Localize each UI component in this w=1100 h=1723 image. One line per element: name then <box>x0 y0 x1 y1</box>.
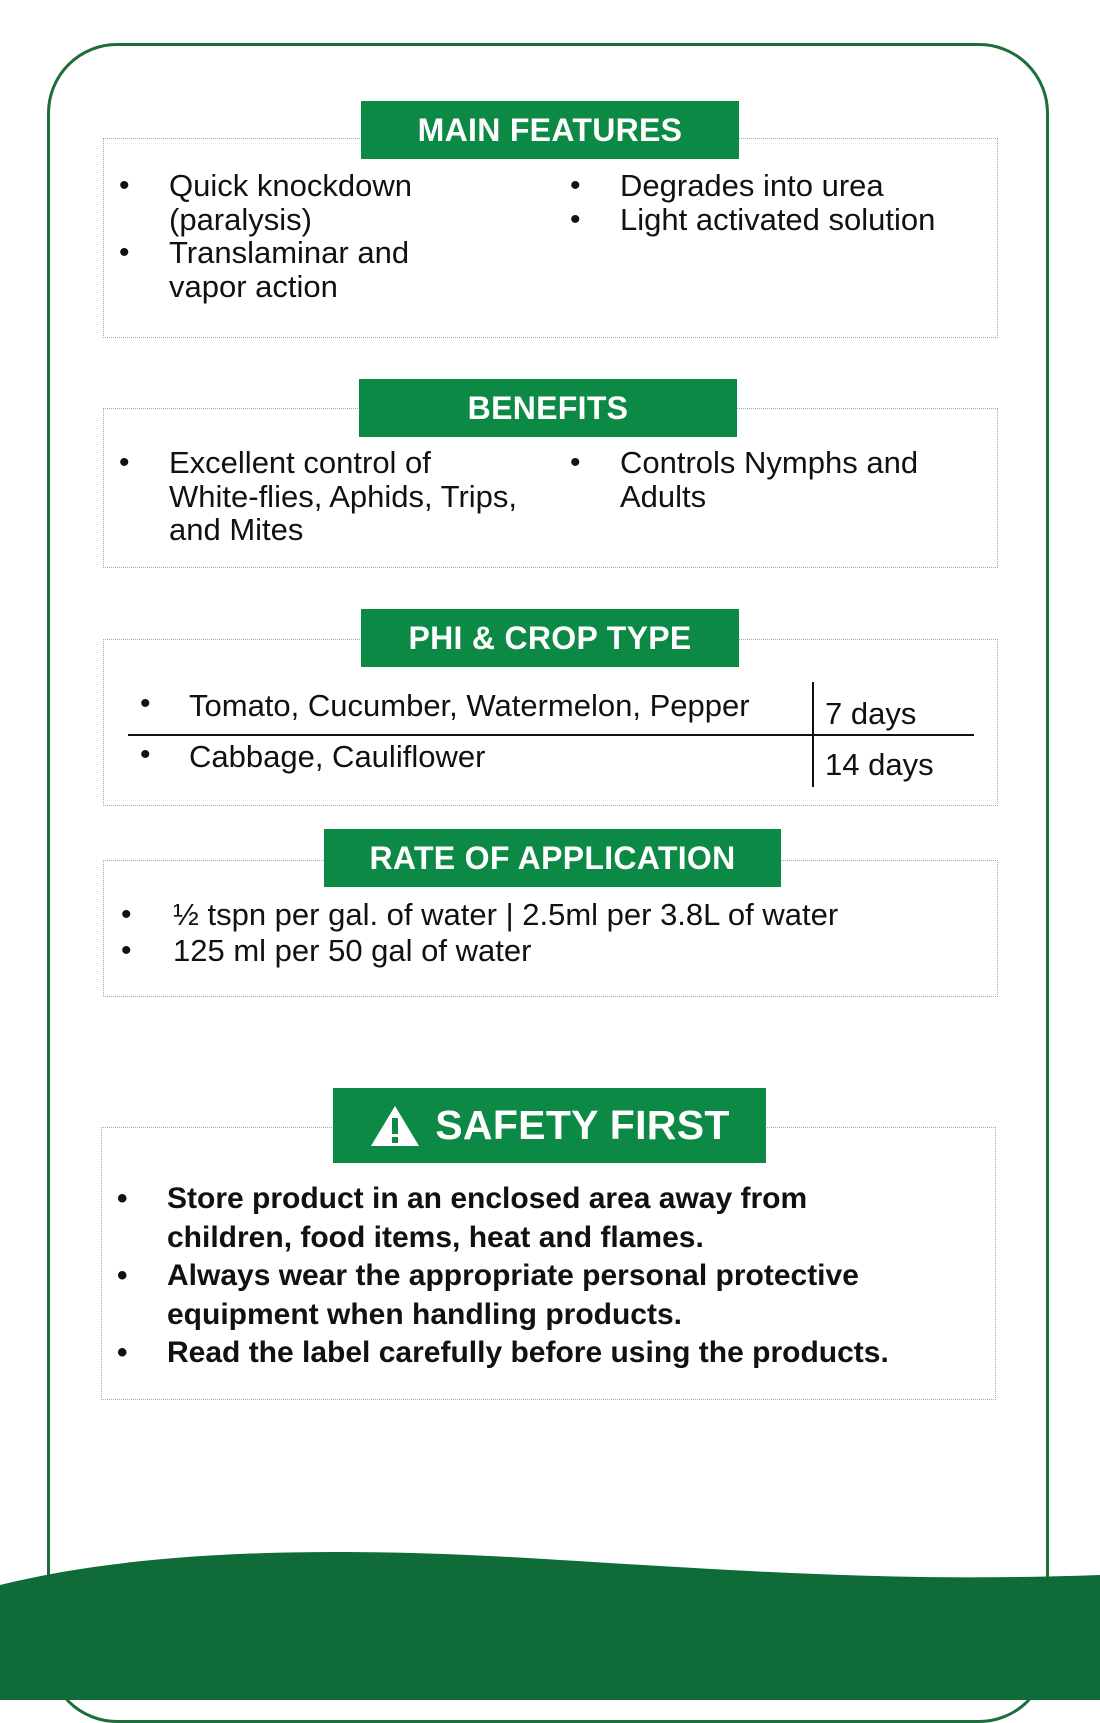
safety-list <box>117 1180 977 1373</box>
list-item: • Controls Nymphs and Adults <box>570 446 950 513</box>
benefits-left-list <box>119 446 519 547</box>
benefits-title: BENEFITS <box>359 379 737 437</box>
warning-triangle-icon <box>369 1104 421 1148</box>
bullet-icon: • <box>140 687 151 720</box>
phi-crop-title: PHI & CROP TYPE <box>361 609 739 667</box>
table-row <box>128 736 974 788</box>
main-features-right-list <box>570 169 980 236</box>
phi-days-cell: 14 days <box>825 747 934 782</box>
main-features-left-list <box>119 169 479 303</box>
list-item: • Degrades into urea <box>570 169 980 203</box>
bullet-icon: • <box>140 738 151 771</box>
list-item: • Store product in an enclosed area away from children, food items, heat and flames. <box>117 1180 977 1257</box>
list-item: • Always wear the appropriate personal protective equipment when handling products. <box>117 1257 977 1334</box>
list-item: • Quick knockdown (paralysis) <box>119 169 479 236</box>
safety-title-bar <box>333 1088 766 1163</box>
phi-days-cell: 7 days <box>825 696 917 731</box>
list-item: • Light activated solution <box>570 203 980 237</box>
phi-crop-cell: Tomato, Cucumber, Watermelon, Pepper <box>189 688 750 723</box>
list-item: • Translaminar and vapor action <box>119 236 479 303</box>
benefits-right-list <box>570 446 950 513</box>
phi-crop-cell: Cabbage, Cauliflower <box>189 739 486 774</box>
safety-section <box>101 1127 996 1400</box>
bottom-wave-decoration <box>0 1530 1100 1700</box>
safety-title: SAFETY FIRST <box>435 1102 730 1148</box>
table-row <box>128 682 974 734</box>
list-item: • ½ tspn per gal. of water | 2.5ml per 3.8L of water <box>121 897 981 933</box>
main-features-section <box>103 138 998 338</box>
main-features-title: MAIN FEATURES <box>361 101 739 159</box>
list-item: • Excellent control of White-flies, Aphids, Trips, and Mites <box>119 446 519 547</box>
list-item: • 125 ml per 50 gal of water <box>121 933 981 969</box>
phi-table <box>128 682 974 787</box>
rate-list <box>121 897 981 969</box>
list-item: • Read the label carefully before using the products. <box>117 1334 977 1373</box>
rate-title: RATE OF APPLICATION <box>324 829 781 887</box>
